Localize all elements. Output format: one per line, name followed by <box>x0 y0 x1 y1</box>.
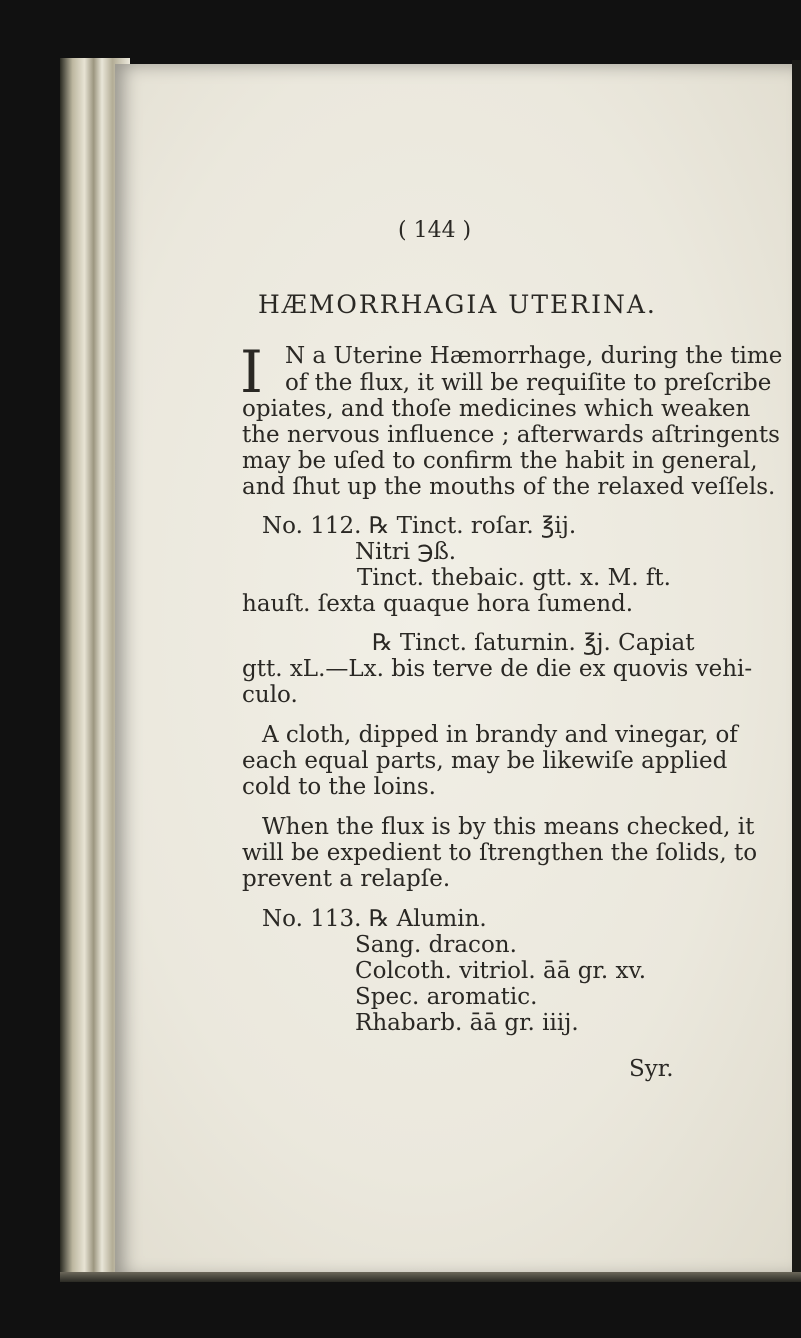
text-line: cold to the loins. <box>242 774 436 800</box>
recipe-line: culo. <box>242 682 298 708</box>
text-line: N a Uterine Hæmorrhage, during the time <box>285 343 783 369</box>
recipe-line: ℞ Tinct. ſaturnin. ℥j. Capiat <box>372 630 695 656</box>
text-line: opiates, and thoſe medicines which weaken <box>242 396 751 422</box>
text-line: of the flux, it will be requiſite to preſcribe <box>285 370 772 396</box>
text-line: A cloth, dipped in brandy and vinegar, of <box>262 722 738 748</box>
recipe-line: No. 112. ℞ Tinct. roſar. ℥ij. <box>262 513 577 539</box>
recipe-line: Rhabarb. āā gr. iiij. <box>355 1010 579 1036</box>
recipe-line: Tinct. thebaic. gtt. x. M. ft. <box>357 565 671 591</box>
right-shadow <box>792 60 801 1280</box>
bottom-edge <box>60 1272 801 1282</box>
text-line: and ſhut up the mouths of the relaxed veſſels. <box>242 474 776 500</box>
text-line: When the flux is by this means checked, it <box>262 814 755 840</box>
text-line: may be uſed to confirm the habit in general, <box>242 448 758 474</box>
recipe-line: Spec. aromatic. <box>355 984 538 1010</box>
recipe-line: gtt. xL.—Lx. bis terve de die ex quovis vehi- <box>242 656 753 682</box>
recipe-line: Nitri ℈ß. <box>355 539 457 565</box>
page-title: HÆMORRHAGIA UTERINA. <box>258 290 657 319</box>
text-line: each equal parts, may be likewiſe applied <box>242 748 728 774</box>
text-line: the nervous influence ; afterwards aſtringents <box>242 422 780 448</box>
recipe-line: hauſt. ſexta quaque hora ſumend. <box>242 591 634 617</box>
drop-cap: I <box>240 338 263 406</box>
text-line: prevent a relapſe. <box>242 866 451 892</box>
text-line: will be expedient to ſtrengthen the ſolids, to <box>242 840 758 866</box>
catchword: Syr. <box>629 1056 674 1082</box>
recipe-line: No. 113. ℞ Alumin. <box>262 906 487 932</box>
page-number: ( 144 ) <box>398 218 472 243</box>
recipe-line: Colcoth. vitriol. āā gr. xv. <box>355 958 647 984</box>
recipe-line: Sang. dracon. <box>355 932 517 958</box>
